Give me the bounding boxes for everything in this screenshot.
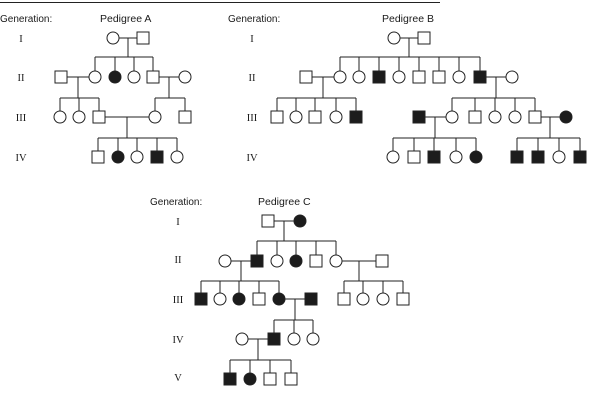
pedigree-a-unaffected-male: [137, 32, 149, 44]
pedigree-a-unaffected-female: [73, 111, 85, 123]
pedigree-c-unaffected-female: [219, 255, 231, 267]
pedigree-b-affected-male: [428, 151, 440, 163]
pedigree-c-unaffected-male: [253, 293, 265, 305]
pedigree-c-affected-female: [273, 293, 285, 305]
pedigree-c-unaffected-male: [262, 215, 274, 227]
pedigree-b-unaffected-female: [353, 71, 365, 83]
pedigree-b-gen-label: IV: [246, 153, 258, 164]
pedigree-a-gen-label: III: [15, 113, 27, 124]
pedigree-b-unaffected-male: [413, 71, 425, 83]
pedigree-b-unaffected-female: [290, 111, 302, 123]
pedigree-a-gen-label: IV: [15, 153, 27, 164]
pedigree-b-unaffected-male: [529, 111, 541, 123]
pedigree-c-affected-female: [244, 373, 256, 385]
pedigree-c-affected-male: [195, 293, 207, 305]
pedigree-b-unaffected-female: [453, 71, 465, 83]
pedigree-b-affected-male: [532, 151, 544, 163]
pedigree-a-gen-label: II: [17, 73, 25, 84]
pedigree-a-generation-heading: Generation:: [0, 14, 53, 25]
pedigree-a-affected-male: [151, 151, 163, 163]
pedigree-b-gen-label: I: [250, 34, 254, 45]
pedigree-c-affected-male: [305, 293, 317, 305]
pedigree-b-unaffected-male: [408, 151, 420, 163]
pedigree-a-unaffected-male: [55, 71, 67, 83]
pedigree-b-unaffected-male: [300, 71, 312, 83]
pedigree-c-affected-male: [251, 255, 263, 267]
pedigree-b-unaffected-female: [446, 111, 458, 123]
pedigree-b-title: Pedigree B: [382, 13, 434, 25]
pedigree-c-gen-label: III: [172, 295, 184, 306]
pedigree-a-title: Pedigree A: [100, 13, 152, 25]
pedigree-a-affected-female: [109, 71, 121, 83]
pedigree-b-gen-label: II: [248, 73, 256, 84]
pedigree-c-gen-label: V: [174, 373, 182, 384]
pedigree-c-generation-heading: Generation:: [150, 197, 203, 208]
pedigree-c-gen-label: II: [174, 255, 182, 266]
pedigree-b-unaffected-female: [388, 32, 400, 44]
pedigree-c-gen-label: IV: [172, 335, 184, 346]
pedigree-b-unaffected-male: [271, 111, 283, 123]
pedigree-c-affected-female: [294, 215, 306, 227]
pedigree-b-affected-male: [373, 71, 385, 83]
pedigree-a-unaffected-female: [128, 71, 140, 83]
pedigree-b-affected-female: [560, 111, 572, 123]
pedigree-b-affected-male: [511, 151, 523, 163]
pedigree-c-unaffected-female: [330, 255, 342, 267]
pedigree-c-title: Pedigree C: [258, 196, 311, 208]
pedigree-b-affected-male: [474, 71, 486, 83]
pedigree-c-unaffected-male: [285, 373, 297, 385]
pedigree-c-unaffected-male: [376, 255, 388, 267]
pedigree-a-affected-female: [112, 151, 124, 163]
pedigree-c-affected-female: [290, 255, 302, 267]
pedigree-c-unaffected-female: [357, 293, 369, 305]
pedigree-c-unaffected-female: [271, 255, 283, 267]
pedigree-symbols: [54, 32, 586, 385]
pedigree-a-unaffected-female: [131, 151, 143, 163]
pedigree-a-gen-label: I: [19, 34, 23, 45]
pedigree-b-unaffected-female: [387, 151, 399, 163]
pedigree-b-unaffected-male: [469, 111, 481, 123]
pedigree-b-unaffected-female: [553, 151, 565, 163]
pedigree-c-unaffected-male: [397, 293, 409, 305]
pedigree-a-unaffected-male: [93, 111, 105, 123]
pedigree-c-unaffected-female: [377, 293, 389, 305]
pedigree-b-affected-male: [574, 151, 586, 163]
pedigree-c-unaffected-male: [338, 293, 350, 305]
pedigree-b-unaffected-female: [509, 111, 521, 123]
pedigree-lines: [60, 38, 580, 373]
pedigree-b-affected-male: [350, 111, 362, 123]
pedigree-b-affected-male: [413, 111, 425, 123]
pedigree-a-unaffected-female: [149, 111, 161, 123]
pedigree-b-unaffected-male: [433, 71, 445, 83]
pedigree-a-unaffected-female: [107, 32, 119, 44]
pedigree-a-unaffected-female: [89, 71, 101, 83]
pedigree-c-affected-female: [233, 293, 245, 305]
pedigree-c-unaffected-female: [236, 333, 248, 345]
pedigree-b-unaffected-male: [418, 32, 430, 44]
pedigree-b-unaffected-female: [393, 71, 405, 83]
pedigree-b-unaffected-female: [450, 151, 462, 163]
pedigree-c-affected-male: [268, 333, 280, 345]
pedigree-c-unaffected-male: [264, 373, 276, 385]
pedigree-b-unaffected-male: [309, 111, 321, 123]
pedigree-a-unaffected-male: [179, 111, 191, 123]
pedigree-b-unaffected-female: [334, 71, 346, 83]
pedigree-c-unaffected-male: [310, 255, 322, 267]
pedigree-b-affected-female: [470, 151, 482, 163]
pedigree-b-unaffected-female: [330, 111, 342, 123]
pedigree-b-unaffected-female: [506, 71, 518, 83]
pedigree-b-generation-heading: Generation:: [228, 14, 281, 25]
pedigree-c-unaffected-female: [288, 333, 300, 345]
pedigree-a-unaffected-female: [171, 151, 183, 163]
pedigree-c-affected-male: [224, 373, 236, 385]
pedigree-a-unaffected-male: [147, 71, 159, 83]
pedigree-c-gen-label: I: [176, 217, 180, 228]
pedigree-a-unaffected-male: [92, 151, 104, 163]
pedigree-a-unaffected-female: [54, 111, 66, 123]
pedigree-a-unaffected-female: [179, 71, 191, 83]
pedigree-c-unaffected-female: [307, 333, 319, 345]
pedigree-b-unaffected-female: [489, 111, 501, 123]
pedigree-b-gen-label: III: [246, 113, 258, 124]
pedigree-c-unaffected-female: [214, 293, 226, 305]
